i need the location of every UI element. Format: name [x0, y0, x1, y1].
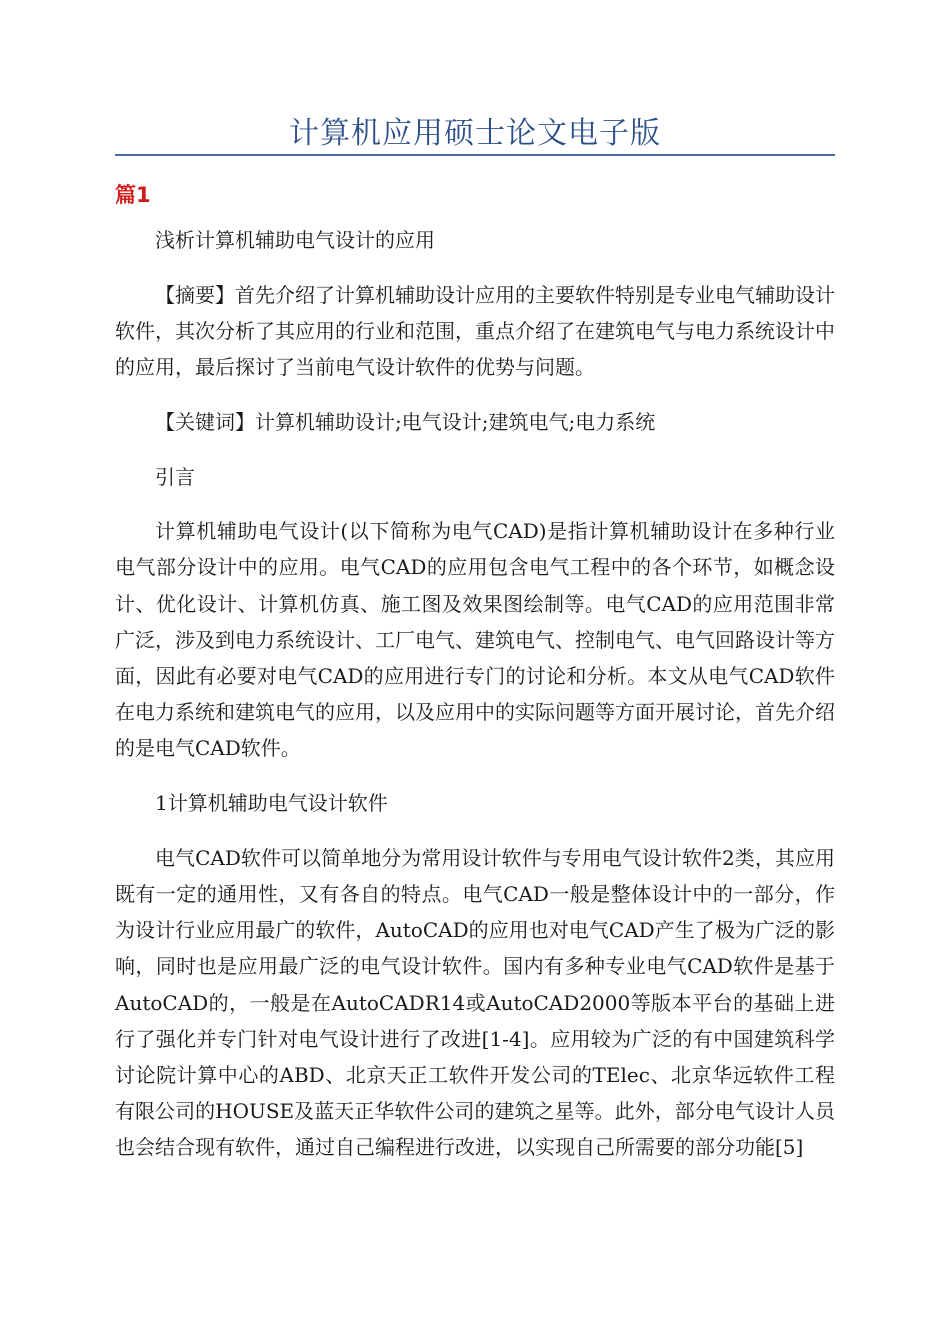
abstract-paragraph: 【摘要】首先介绍了计算机辅助设计应用的主要软件特别是专业电气辅助设计软件，其次分析了其应用的行业和范围，重点介绍了在建筑电气与电力系统设计中的应用，最后探讨了当前电气设计软件的优势与问题。: [115, 282, 835, 380]
document-body: [115, 222, 835, 1166]
title-underline: [115, 154, 835, 156]
introduction-paragraph: 计算机辅助电气设计(以下简称为电气CAD)是指计算机辅助设计在多种行业电气部分设计中的应用。电气CAD的应用包含电气工程中的各个环节，如概念设计、优化设计、计算机仿真、施工图及效果图绘制等。电气CAD的应用范围非常广泛，涉及到电力系统设计、工厂电气、建筑电气、控制电气、电气回路设计等方面，因此有必要对电气CAD的应用进行专门的讨论和分析。本文从电气CAD软件在电力系统和建筑电气的应用，以及应用中的实际问题等方面开展讨论，首先介绍的是电气CAD软件。: [115, 519, 835, 761]
section-label: 篇1: [115, 183, 151, 207]
introduction-heading: 引言: [155, 464, 195, 489]
section-1-heading: 1计算机辅助电气设计软件: [155, 791, 388, 816]
keywords-paragraph: 【关键词】计算机辅助设计;电气设计;建筑电气;电力系统: [155, 409, 656, 434]
section-1-paragraph: 电气CAD软件可以简单地分为常用设计软件与专用电气设计软件2类，其应用既有一定的通用性，又有各自的特点。电气CAD一般是整体设计中的一部分，作为设计行业应用最广的软件，AutoCAD的应用也对电气CAD产生了极为广泛的影响，同时也是应用最广泛的电气设计软件。国内有多种专业电气CAD软件是基于AutoCAD的，一般是在AutoCADR14或AutoCAD2000等版本平台的基础上进行了强化并专门针对电气设计进行了改进[1-4]。应用较为广泛的有中国建筑科学讨论院计算中心的ABD、北京天正工软件开发公司的TElec、北京华远软件工程有限公司的HOUSE及蓝天正华软件公司的建筑之星等。此外，部分电气设计人员也会结合现有软件，通过自己编程进行改进，以实现自己所需要的部分功能[5]: [115, 845, 835, 1160]
document-title: 计算机应用硕士论文电子版: [289, 116, 661, 151]
article-heading: 浅析计算机辅助电气设计的应用: [155, 228, 435, 252]
